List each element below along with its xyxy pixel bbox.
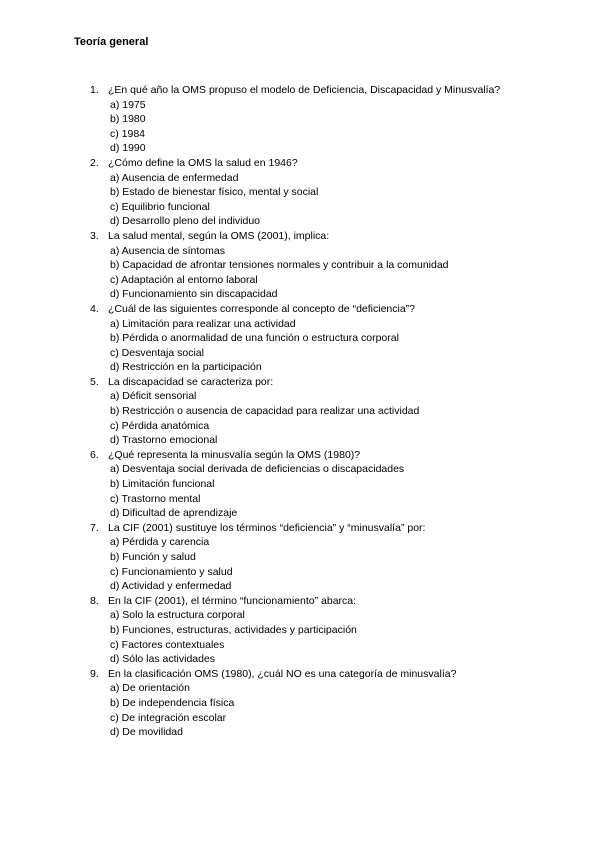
- question-number: 5.: [90, 375, 99, 388]
- question-line: [90, 667, 560, 682]
- question-text: En la clasificación OMS (1980), ¿cuál NO es una categoría de minusvalía?: [108, 667, 457, 680]
- question-text: En la CIF (2001), el término “funcionamiento” abarca:: [108, 594, 357, 607]
- answer-option: b) Función y salud: [110, 551, 196, 563]
- question-number: 3.: [90, 229, 99, 242]
- answer-option: c) Equilibrio funcional: [110, 200, 210, 213]
- question-text: La CIF (2001) sustituye los términos “deficiencia” y “minusvalía” por:: [108, 521, 426, 534]
- question-line: [90, 302, 560, 317]
- answer-option: d) De movilidad: [110, 726, 183, 739]
- answer-option: a) Limitación para realizar una actividad: [110, 317, 296, 330]
- answer-option: b) 1980: [110, 113, 146, 126]
- answer-option: b) Pérdida o anormalidad de una función o estructura corporal: [110, 332, 399, 345]
- answer-option: c) Adaptación al entorno laboral: [110, 273, 258, 286]
- answer-option: a) Ausencia de enfermedad: [110, 171, 239, 184]
- question-text: ¿En qué año la OMS propuso el modelo de Deficiencia, Discapacidad y Minusvalía?: [108, 84, 501, 96]
- answer-option: c) Desventaja social: [110, 346, 204, 359]
- answer-option: a) Pérdida y carencia: [110, 536, 210, 549]
- question-number: 1.: [90, 84, 99, 96]
- answer-option: c) De integración escolar: [110, 711, 227, 724]
- question-3: [90, 229, 560, 302]
- question-number: 6.: [90, 448, 99, 461]
- question-9: [90, 667, 560, 740]
- page-title: Teoría general: [74, 36, 149, 48]
- answer-option: a) Solo la estructura corporal: [110, 609, 245, 622]
- answer-option: d) Dificultad de aprendizaje: [110, 507, 238, 520]
- question-line: [90, 448, 560, 463]
- question-list: [90, 83, 560, 740]
- answer-option: d) Desarrollo pleno del individuo: [110, 215, 261, 228]
- question-text: La salud mental, según la OMS (2001), implica:: [108, 229, 330, 242]
- question-number: 7.: [90, 521, 99, 534]
- question-2: [90, 156, 560, 229]
- answer-option: d) Restricción en la participación: [110, 361, 262, 374]
- question-line: [90, 375, 560, 390]
- question-number: 8.: [90, 594, 99, 607]
- question-text: ¿Cuál de las siguientes corresponde al concepto de “deficiencia”?: [108, 302, 416, 315]
- answer-option: a) De orientación: [110, 682, 190, 695]
- answer-option: d) Funcionamiento sin discapacidad: [110, 288, 278, 301]
- answer-option: a) Desventaja social derivada de deficiencias o discapacidades: [110, 463, 405, 476]
- question-5: [90, 375, 560, 448]
- question-6: [90, 448, 560, 521]
- answer-option: d) Actividad y enfermedad: [110, 580, 232, 593]
- answer-option: a) 1975: [110, 98, 146, 111]
- question-8: [90, 594, 560, 667]
- answer-option: d) 1990: [110, 142, 146, 155]
- answer-option: d) Trastorno emocional: [110, 434, 218, 447]
- answer-option: b) De independencia física: [110, 696, 235, 709]
- answer-option: c) Funcionamiento y salud: [110, 565, 233, 578]
- answer-option: c) Trastorno mental: [110, 492, 201, 505]
- question-line: [90, 156, 560, 171]
- answer-option: c) Factores contextuales: [110, 638, 225, 651]
- answer-option: d) Sólo las actividades: [110, 653, 216, 666]
- question-line: [90, 594, 560, 609]
- answer-option: b) Capacidad de afrontar tensiones normales y contribuir a la comunidad: [110, 259, 449, 272]
- question-text: ¿Qué representa la minusvalía según la OMS (1980)?: [108, 448, 361, 461]
- answer-option: b) Estado de bienestar físico, mental y social: [110, 186, 319, 199]
- question-line: [90, 229, 560, 244]
- answer-option: b) Limitación funcional: [110, 478, 215, 491]
- answer-option: c) Pérdida anatómica: [110, 419, 210, 432]
- question-number: 4.: [90, 302, 99, 315]
- answer-option: c) 1984: [110, 127, 146, 140]
- question-text: ¿Cómo define la OMS la salud en 1946?: [108, 156, 298, 169]
- question-text: La discapacidad se caracteriza por:: [108, 375, 274, 388]
- question-line: [90, 521, 560, 536]
- question-4: [90, 302, 560, 375]
- answer-option: b) Funciones, estructuras, actividades y participación: [110, 623, 357, 636]
- answer-option: a) Ausencia de síntomas: [110, 244, 225, 257]
- question-1: [90, 83, 560, 156]
- answer-option: b) Restricción o ausencia de capacidad para realizar una actividad: [110, 405, 420, 418]
- question-line: [90, 83, 560, 98]
- question-number: 9.: [90, 667, 99, 680]
- answer-option: a) Déficit sensorial: [110, 390, 197, 403]
- question-number: 2.: [90, 156, 99, 169]
- question-7: [90, 521, 560, 594]
